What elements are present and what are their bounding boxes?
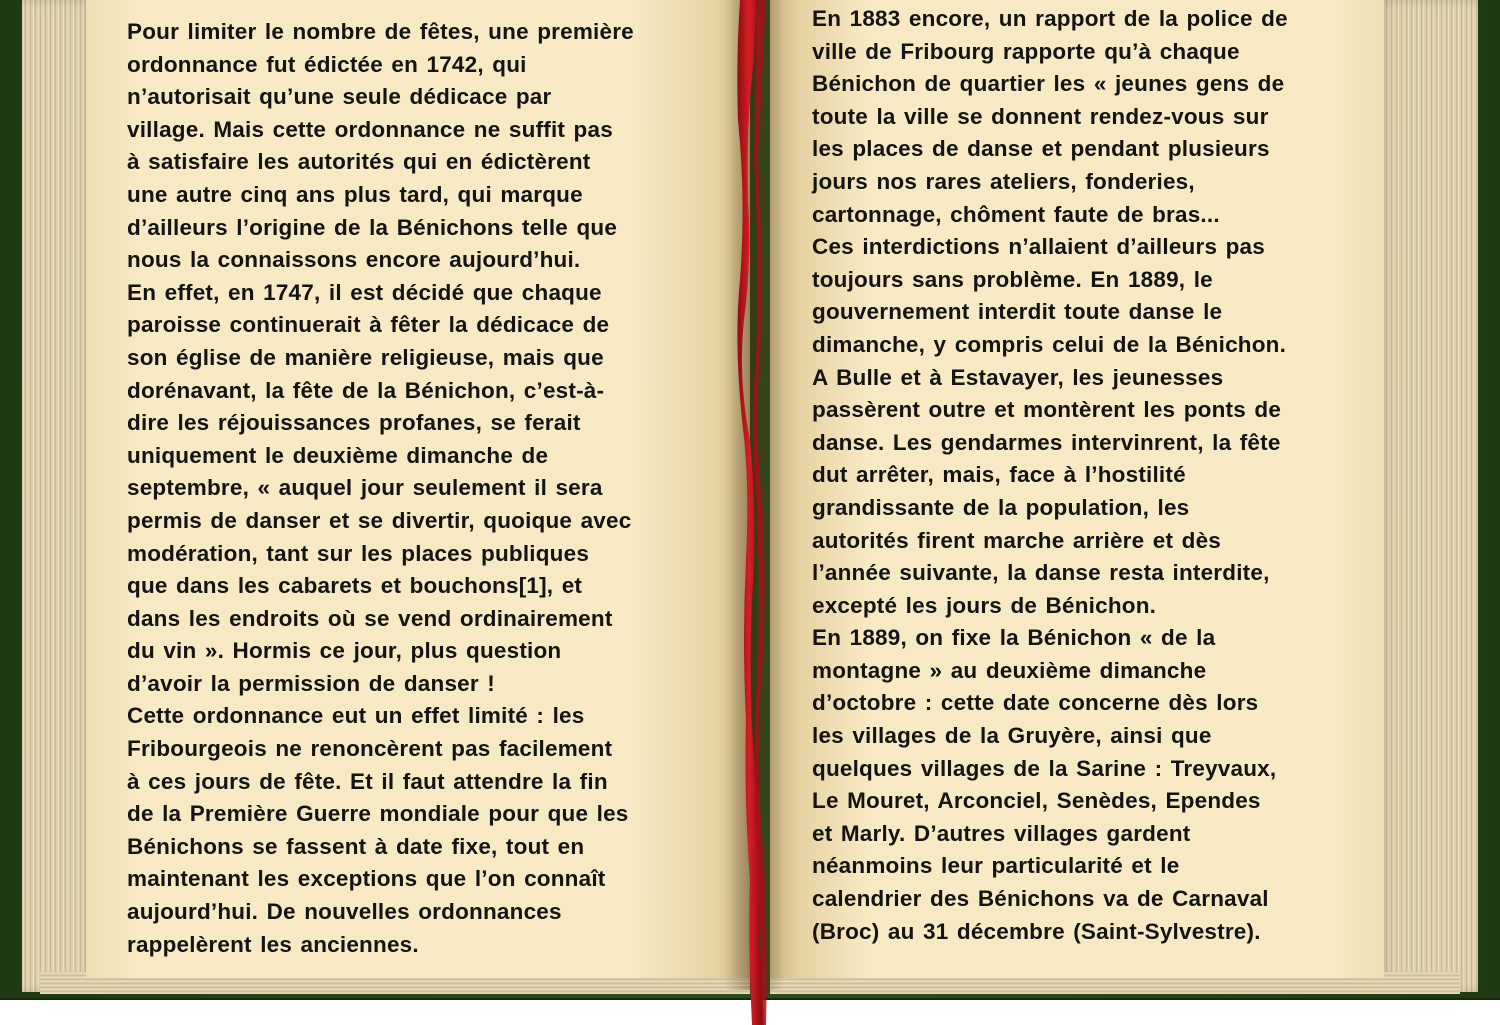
text-line: permis de danser et se divertir, quoique avec [127, 507, 632, 533]
text-line: uniquement le deuxième dimanche de [127, 442, 549, 468]
text-line: néanmoins leur particularité et le [812, 853, 1180, 879]
left-page-text [127, 16, 727, 961]
text-line: passèrent outre et montèrent les ponts de [812, 397, 1282, 423]
text-line: Fribourgeois ne renoncèrent pas facilement [127, 736, 613, 762]
text-line: d’octobre : cette date concerne dès lors [812, 690, 1259, 716]
text-line: n’autorisait qu’une seule dédicace par [127, 84, 552, 110]
text-line: gouvernement interdit toute danse le [812, 299, 1223, 325]
text-line: Bénichon de quartier les « jeunes gens de [812, 71, 1285, 97]
text-line: d’ailleurs l’origine de la Bénichons telle que [127, 214, 618, 240]
text-line: A Bulle et à Estavayer, les jeunesses [812, 364, 1224, 390]
right-page-text [812, 3, 1372, 948]
text-line: jours nos rares ateliers, fonderies, [812, 168, 1195, 194]
text-line: Cette ordonnance eut un effet limité : les [127, 703, 585, 729]
text-line: une autre cinq ans plus tard, qui marque [127, 181, 583, 207]
text-line: à ces jours de fête. Et il faut attendre la fin [127, 768, 608, 794]
text-line: village. Mais cette ordonnance ne suffit pas [127, 116, 613, 142]
text-line: dimanche, y compris celui de la Bénichon. [812, 331, 1287, 357]
text-line: Le Mouret, Arconciel, Senèdes, Ependes [812, 788, 1261, 814]
text-line: Bénichons se fassent à date fixe, tout en [127, 833, 585, 859]
text-line: rappelèrent les anciennes. [127, 931, 419, 957]
text-line: ordonnance fut édictée en 1742, qui [127, 51, 527, 77]
text-line: du vin ». Hormis ce jour, plus question [127, 638, 562, 664]
text-line: modération, tant sur les places publiques [127, 540, 590, 566]
text-line: toute la ville se donnent rendez-vous sur [812, 103, 1269, 129]
text-line: quelques villages de la Sarine : Treyvaux, [812, 755, 1277, 781]
bookmark-ribbon-icon [734, 0, 774, 1025]
text-line: cartonnage, chôment faute de bras... [812, 201, 1220, 227]
text-line: montagne » au deuxième dimanche [812, 657, 1207, 683]
text-line: d’avoir la permission de danser ! [127, 670, 495, 696]
text-line: Pour limiter le nombre de fêtes, une première [127, 19, 634, 44]
text-line: les places de danse et pendant plusieurs [812, 136, 1270, 162]
text-line: autorités firent marche arrière et dès [812, 527, 1222, 553]
text-line: aujourd’hui. De nouvelles ordonnances [127, 899, 562, 925]
text-line: l’année suivante, la danse resta interdite, [812, 560, 1270, 586]
text-line: dorénavant, la fête de la Bénichon, c’est-à- [127, 377, 605, 403]
text-line: Ces interdictions n’allaient d’ailleurs pas [812, 234, 1265, 260]
text-line: En 1889, on fixe la Bénichon « de la [812, 625, 1216, 651]
text-line: maintenant les exceptions que l’on connaît [127, 866, 606, 892]
text-line: et Marly. D’autres villages gardent [812, 820, 1191, 846]
text-line: paroisse continuerait à fêter la dédicace de [127, 312, 610, 338]
text-line: danse. Les gendarmes intervinrent, la fête [812, 429, 1281, 455]
text-line: de la Première Guerre mondiale pour que les [127, 801, 629, 827]
text-line: En 1883 encore, un rapport de la police de [812, 6, 1288, 31]
text-line: que dans les cabarets et bouchons[1], et [127, 573, 583, 599]
text-line: son église de manière religieuse, mais que [127, 344, 604, 370]
right-page-edges [1380, 0, 1478, 992]
text-line: dans les endroits où se vend ordinairement [127, 605, 613, 631]
text-line: ville de Fribourg rapporte qu’à chaque [812, 38, 1240, 64]
text-line: excepté les jours de Bénichon. [812, 592, 1157, 618]
left-page-edges [22, 0, 94, 992]
text-line: En effet, en 1747, il est décidé que chaque [127, 279, 602, 305]
text-line: nous la connaissons encore aujourd’hui. [127, 247, 581, 273]
text-line: dut arrêter, mais, face à l’hostilité [812, 462, 1186, 488]
text-line: (Broc) au 31 décembre (Saint-Sylvestre). [812, 918, 1261, 944]
text-line: septembre, « auquel jour seulement il sera [127, 475, 603, 501]
text-line: grandissante de la population, les [812, 494, 1190, 520]
text-line: dire les réjouissances profanes, se ferait [127, 410, 581, 436]
text-line: toujours sans problème. En 1889, le [812, 266, 1213, 292]
text-line: à satisfaire les autorités qui en édictèrent [127, 149, 591, 175]
text-line: calendrier des Bénichons va de Carnaval [812, 886, 1269, 912]
text-line: les villages de la Gruyère, ainsi que [812, 723, 1212, 749]
